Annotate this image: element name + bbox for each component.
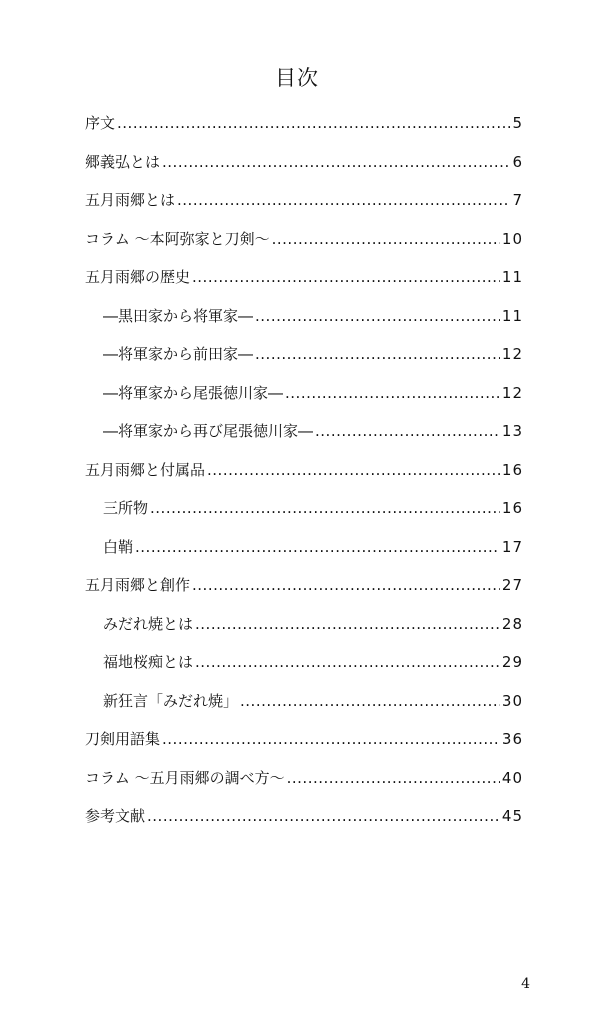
toc-entry [85,726,523,765]
toc-dot-leader [315,418,500,444]
toc-subentry [85,611,523,650]
toc-dot-leader [117,110,510,136]
toc-entry-label: 参考文献 [85,807,146,825]
toc-entry-label: ―将軍家から再び尾張徳川家― [103,422,314,440]
toc-entry-page: 30 [501,691,523,710]
toc-dot-leader [177,187,510,213]
toc-entry-label: 郷義弘とは [85,152,161,171]
toc-dot-leader [162,726,500,752]
toc-entry [85,110,523,149]
toc-entry-page: 7 [512,191,523,209]
toc-dot-leader [192,572,500,598]
toc-dot-leader [285,380,500,406]
toc-entry [85,226,523,265]
toc-entry-label: みだれ焼とは [103,614,194,633]
toc-subentry [85,303,523,342]
toc-entry-page: 12 [501,383,523,402]
toc-dot-leader [287,765,500,791]
toc-entry-page: 40 [501,768,523,787]
toc-dot-leader [195,611,500,637]
toc-entry-page: 13 [501,422,523,440]
toc-entry-page: 5 [512,114,523,132]
toc-entry-label: ―将軍家から尾張徳川家― [103,383,284,402]
toc-entry-label: 新狂言「みだれ焼」 [103,691,239,710]
toc-entry-label: 福地桜痴とは [103,653,194,671]
toc-subentry [85,534,523,573]
toc-dot-leader [255,303,500,329]
toc-entry-label: 序文 [85,114,116,132]
toc-entry [85,572,523,611]
toc-dot-leader [135,534,500,560]
toc-entry-page: 27 [501,576,523,594]
page-number: 4 [521,976,530,992]
toc-subentry [85,380,523,419]
toc-entry [85,264,523,303]
toc-subentry [85,418,523,457]
toc-entry-label: 五月雨郷とは [85,191,176,209]
toc-entry [85,803,523,842]
toc-entry-label: 五月雨郷の歴史 [85,268,191,286]
toc-entry-page: 28 [501,614,523,633]
toc-subentry [85,688,523,727]
toc-entry [85,149,523,188]
toc-dot-leader [240,688,500,714]
toc-dot-leader [195,649,500,675]
toc-dot-leader [150,495,500,521]
toc-entry-label: 五月雨郷と創作 [85,576,191,594]
toc-entry-label: ―将軍家から前田家― [103,345,254,363]
toc-entry-label: コラム ～五月雨郷の調べ方～ [85,768,285,787]
toc-entry [85,765,523,804]
toc-subentry [85,341,523,380]
toc-entry [85,187,523,226]
page-title: 目次 [275,66,319,90]
toc-entry-page: 6 [512,152,523,171]
toc-dot-leader [207,457,500,483]
toc-subentry [85,649,523,688]
table-of-contents [85,110,523,842]
toc-dot-leader [192,264,500,290]
toc-entry-page: 11 [501,268,523,286]
toc-entry-page: 45 [501,807,523,825]
toc-entry [85,457,523,496]
toc-dot-leader [162,149,510,175]
toc-dot-leader [272,226,500,252]
toc-entry-page: 11 [501,306,523,325]
toc-entry-page: 12 [501,345,523,363]
toc-entry-label: 白鞘 [103,537,134,556]
toc-entry-label: ―黒田家から将軍家― [103,306,254,325]
toc-entry-page: 29 [501,653,523,671]
toc-entry-label: 五月雨郷と付属品 [85,460,206,479]
toc-entry-page: 16 [501,460,523,479]
toc-entry-page: 36 [501,730,523,748]
toc-entry-label: 刀剣用語集 [85,730,161,748]
toc-entry-page: 17 [501,537,523,556]
toc-entry-page: 16 [501,499,523,517]
toc-entry-label: 三所物 [103,499,149,517]
toc-subentry [85,495,523,534]
toc-entry-page: 10 [501,229,523,248]
toc-entry-label: コラム ～本阿弥家と刀剣～ [85,229,270,248]
toc-dot-leader [147,803,500,829]
toc-dot-leader [255,341,500,367]
